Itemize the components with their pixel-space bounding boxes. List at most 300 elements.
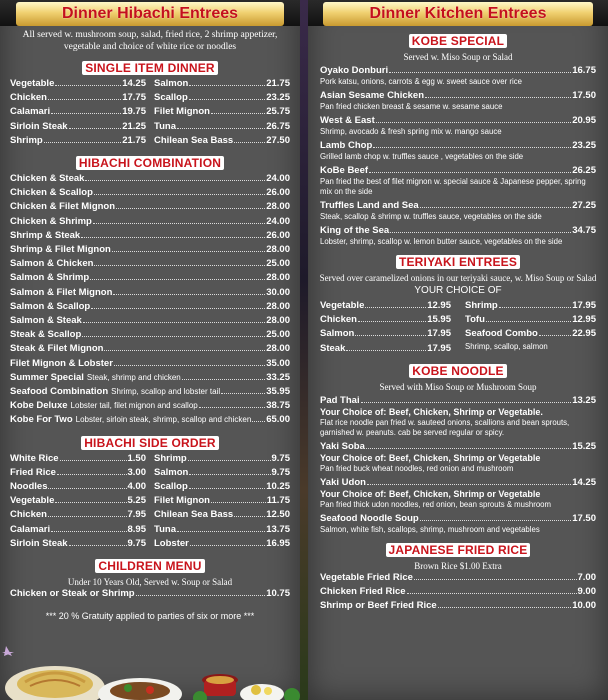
item-name: Tofu bbox=[465, 314, 485, 326]
leader-dots bbox=[82, 336, 265, 337]
menu-item-row bbox=[465, 313, 596, 327]
left-header bbox=[0, 0, 300, 26]
menu-item-row bbox=[320, 585, 596, 599]
leader-dots bbox=[361, 402, 572, 403]
menu-item-row bbox=[10, 271, 290, 285]
leader-dots bbox=[414, 579, 577, 580]
leader-dots bbox=[189, 85, 265, 86]
item-price: 38.75 bbox=[266, 400, 290, 412]
item-price: 16.75 bbox=[572, 65, 596, 76]
menu-item-row bbox=[154, 120, 290, 134]
item-name: Seafood Noodle Soup bbox=[320, 512, 419, 524]
menu-item-row bbox=[10, 587, 290, 601]
item-price: 25.00 bbox=[266, 329, 290, 341]
leader-dots bbox=[48, 99, 121, 100]
item-choice: Your Choice of: Beef, Chicken, Shrimp or Vegetable. bbox=[320, 406, 543, 417]
item-price: 9.75 bbox=[127, 537, 146, 549]
leader-dots bbox=[486, 321, 571, 322]
menu-item-row bbox=[10, 494, 146, 508]
item-name: Salmon & Filet Mignon bbox=[10, 286, 113, 298]
kitchen-banner bbox=[323, 2, 593, 26]
item-name: Truffles Land and Sea bbox=[320, 200, 419, 211]
single-item-list bbox=[0, 77, 300, 148]
leader-dots bbox=[55, 502, 126, 503]
item-description: Shrimp, avocado & fresh spring mix w. mango sauce bbox=[320, 127, 502, 136]
item-description: Steak, shrimp and chicken bbox=[86, 372, 181, 382]
item-price: 24.00 bbox=[266, 173, 290, 185]
menu-item-row bbox=[320, 512, 596, 525]
item-name: Calamari bbox=[10, 523, 51, 535]
leader-dots bbox=[369, 172, 571, 173]
item-name: Salmon & Shrimp bbox=[10, 272, 90, 284]
leader-dots bbox=[425, 97, 571, 98]
leader-dots bbox=[234, 516, 265, 517]
menu-item-row bbox=[10, 105, 146, 119]
menu-item-row bbox=[320, 313, 451, 327]
item-price: 12.50 bbox=[266, 509, 290, 521]
item-name: Vegetable Fried Rice bbox=[320, 571, 413, 583]
kitchen-item bbox=[308, 512, 608, 535]
kitchen-item bbox=[308, 139, 608, 162]
item-name: Lobster bbox=[154, 537, 189, 549]
teriyaki-list bbox=[308, 299, 608, 356]
leader-dots bbox=[113, 294, 265, 295]
item-name: Scallop bbox=[154, 481, 188, 493]
leader-dots bbox=[104, 350, 265, 351]
item-price: 12.95 bbox=[572, 314, 596, 326]
menu-item-row bbox=[320, 440, 596, 453]
item-price: 17.75 bbox=[122, 92, 146, 104]
leader-dots bbox=[188, 460, 271, 461]
item-name: Oyako Donburi bbox=[320, 65, 389, 76]
menu-item-row bbox=[154, 508, 290, 522]
item-price: 25.75 bbox=[266, 106, 290, 118]
item-price: 25.00 bbox=[266, 258, 290, 270]
menu-item-row bbox=[465, 327, 596, 341]
item-price: 35.00 bbox=[266, 357, 290, 369]
kitchen-item bbox=[308, 440, 608, 474]
menu-item-row bbox=[320, 342, 451, 356]
side-order-list bbox=[0, 452, 300, 551]
item-name: King of the Sea bbox=[320, 225, 390, 236]
menu-item-row bbox=[320, 64, 596, 77]
leader-dots bbox=[94, 194, 265, 195]
item-name: Salmon & Scallop bbox=[10, 300, 91, 312]
leader-dots bbox=[57, 474, 127, 475]
kitchen-item bbox=[308, 224, 608, 247]
item-name: Shrimp bbox=[154, 452, 187, 464]
menu-item-row bbox=[10, 91, 146, 105]
item-name: Steak bbox=[320, 342, 346, 354]
item-price: 23.25 bbox=[572, 140, 596, 151]
item-price: 21.25 bbox=[122, 120, 146, 132]
item-price: 26.00 bbox=[266, 229, 290, 241]
menu-item-row bbox=[10, 134, 146, 148]
item-price: 21.75 bbox=[266, 78, 290, 89]
item-price: 17.95 bbox=[572, 300, 596, 311]
hibachi-panel bbox=[0, 0, 300, 700]
menu-item-row bbox=[320, 327, 451, 341]
single-item-title: SINGLE ITEM DINNER bbox=[0, 59, 300, 77]
leader-dots bbox=[407, 593, 577, 594]
fried-rice-sub: Brown Rice $1.00 Extra bbox=[414, 560, 502, 571]
menu-item-row bbox=[154, 77, 290, 91]
item-name: Salmon bbox=[320, 328, 355, 340]
item-name: Chicken & Filet Mignon bbox=[10, 201, 116, 213]
leader-dots bbox=[376, 122, 571, 123]
combo-list bbox=[0, 172, 300, 428]
leader-dots bbox=[51, 113, 121, 114]
leader-dots bbox=[93, 223, 265, 224]
item-description: Lobster tail, filet mignon and scallop bbox=[70, 401, 198, 411]
item-price: 28.00 bbox=[266, 244, 290, 256]
leader-dots bbox=[190, 545, 265, 546]
item-description: Pork katsu, onions, carrots & egg w. sweet sauce over rice bbox=[320, 77, 522, 86]
item-price: 16.95 bbox=[266, 537, 290, 549]
menu-item-row bbox=[10, 466, 146, 480]
side-col-1 bbox=[10, 452, 146, 551]
item-name: Calamari bbox=[10, 106, 51, 118]
kobe-special-title: KOBE SPECIAL bbox=[308, 32, 608, 50]
hibachi-banner bbox=[16, 2, 284, 26]
item-price: 33.25 bbox=[266, 371, 290, 383]
kitchen-item bbox=[308, 164, 608, 197]
item-name: Asian Sesame Chicken bbox=[320, 90, 425, 101]
menu-item-row bbox=[320, 394, 596, 407]
teriyaki-sub: Served over caramelized onions in our teriyaki sauce, w. Miso Soup or Salad bbox=[319, 273, 597, 283]
menu-item-row bbox=[154, 523, 290, 537]
item-name: Chicken or Steak or Shrimp bbox=[10, 588, 135, 600]
menu-item-row bbox=[154, 537, 290, 551]
menu-item-row bbox=[10, 215, 290, 229]
children-menu-title: CHILDREN MENU bbox=[0, 557, 300, 575]
item-description: Pan fried chicken breast & sesame w. sesame sauce bbox=[320, 102, 503, 111]
food-photo-icon bbox=[0, 628, 300, 700]
item-name: Tuna bbox=[154, 120, 176, 132]
item-name: Vegetable bbox=[10, 495, 55, 507]
item-description: Lobster, sirloin steak, shrimp, scallop and chicken bbox=[75, 415, 252, 425]
item-name: Steak & Scallop bbox=[10, 329, 82, 341]
item-name: Scallop bbox=[154, 92, 188, 104]
item-name: Fried Rice bbox=[10, 466, 56, 478]
menu-item-row bbox=[154, 91, 290, 105]
item-price: 17.95 bbox=[427, 328, 451, 340]
leader-dots bbox=[90, 279, 265, 280]
item-price: 11.75 bbox=[266, 495, 290, 507]
leader-dots bbox=[182, 379, 265, 380]
item-price: 28.00 bbox=[266, 272, 290, 284]
leader-dots bbox=[211, 502, 266, 503]
item-name: Shrimp bbox=[10, 134, 43, 146]
children-menu-sub: Under 10 Years Old, Served w. Soup or Salad bbox=[67, 577, 233, 588]
kitchen-item bbox=[308, 394, 608, 438]
menu-item-row bbox=[10, 77, 146, 91]
leader-dots bbox=[373, 147, 571, 148]
menu-item-row bbox=[320, 89, 596, 102]
item-name: Filet Mignon bbox=[154, 495, 210, 507]
right-header bbox=[308, 0, 608, 26]
menu-item-row bbox=[320, 114, 596, 127]
item-name: KoBe Beef bbox=[320, 165, 369, 176]
item-name: Shrimp & Steak bbox=[10, 229, 81, 241]
item-name: Seafood Combo bbox=[465, 328, 538, 340]
leader-dots bbox=[499, 307, 571, 308]
item-price: 26.25 bbox=[572, 165, 596, 176]
item-price: 23.25 bbox=[266, 92, 290, 104]
item-description: Salmon, white fish, scallops, shrimp, mushroom and vegetables bbox=[320, 524, 540, 534]
leader-dots bbox=[539, 335, 571, 336]
item-name: Sirloin Steak bbox=[10, 537, 68, 549]
item-description: Grilled lamb chop w. truffles sauce , vegetables on the side bbox=[320, 152, 524, 161]
item-name: Summer Special bbox=[10, 371, 84, 383]
leader-dots bbox=[81, 237, 265, 238]
menu-item-row bbox=[10, 172, 290, 186]
menu-item-row bbox=[320, 224, 596, 237]
menu-item-row bbox=[10, 328, 290, 342]
item-price: 5.25 bbox=[127, 495, 146, 507]
item-price: 21.75 bbox=[122, 134, 146, 146]
menu-item-row bbox=[10, 357, 290, 371]
menu-item-row bbox=[154, 105, 290, 119]
kitchen-item bbox=[308, 199, 608, 222]
item-name: West & East bbox=[320, 115, 375, 126]
item-price: 28.00 bbox=[266, 201, 290, 213]
item-name: Kobe For Two bbox=[10, 414, 73, 426]
leader-dots bbox=[83, 322, 265, 323]
item-price: 10.00 bbox=[572, 600, 596, 612]
item-price: 17.50 bbox=[572, 90, 596, 101]
item-name: White Rice bbox=[10, 452, 59, 464]
item-price: 14.25 bbox=[122, 78, 146, 89]
menu-item-row bbox=[10, 342, 290, 356]
menu-item-row bbox=[10, 413, 290, 427]
item-price: 26.00 bbox=[266, 187, 290, 199]
item-price: 26.75 bbox=[266, 120, 290, 132]
item-price: 9.00 bbox=[577, 586, 596, 598]
item-choice: Your Choice of: Beef, Chicken, Shrimp or Vegetable bbox=[320, 488, 541, 499]
item-name: Chicken & Scallop bbox=[10, 187, 93, 199]
item-price: 20.95 bbox=[572, 115, 596, 126]
menu-item-row bbox=[320, 199, 596, 212]
teriyaki-col-2 bbox=[465, 299, 596, 356]
leader-dots bbox=[389, 72, 571, 73]
fried-rice-list bbox=[308, 571, 608, 614]
item-price: 24.00 bbox=[266, 215, 290, 227]
item-name: Sirloin Steak bbox=[10, 120, 68, 132]
kitchen-item bbox=[308, 114, 608, 137]
menu-item-row bbox=[320, 476, 596, 489]
menu-item-row bbox=[154, 134, 290, 148]
item-price: 8.95 bbox=[127, 523, 146, 535]
leader-dots bbox=[390, 232, 571, 233]
leader-dots bbox=[136, 595, 266, 596]
item-description: Pan fried the best of filet mignon w. special sauce & Japanese pepper, spring mix on the side bbox=[320, 177, 586, 196]
item-price: 12.95 bbox=[427, 300, 451, 311]
leader-dots bbox=[252, 421, 265, 422]
single-col-2 bbox=[154, 77, 290, 148]
item-name: Tuna bbox=[154, 523, 176, 535]
kobe-noodle-title: KOBE NOODLE bbox=[308, 362, 608, 380]
item-price: 14.25 bbox=[572, 476, 596, 488]
item-price: 7.00 bbox=[577, 571, 596, 583]
kitchen-item bbox=[308, 476, 608, 510]
leader-dots bbox=[420, 520, 572, 521]
teriyaki-title: TERIYAKI ENTREES bbox=[308, 253, 608, 271]
item-name: Chicken Fried Rice bbox=[320, 586, 406, 598]
item-name: Steak & Filet Mignon bbox=[10, 343, 104, 355]
item-description: Flat rice noodle pan fried w. sauteed onions, scallions and bean sprouts, garnished w. peanuts. cab be served regular or spicy. bbox=[320, 417, 570, 437]
item-name: Chilean Sea Bass bbox=[154, 509, 234, 521]
menu-item-row bbox=[320, 599, 596, 613]
kobe-special-list bbox=[308, 64, 608, 247]
kitchen-panel bbox=[308, 0, 608, 700]
menu-item-row bbox=[10, 257, 290, 271]
leader-dots bbox=[189, 488, 265, 489]
leader-dots bbox=[69, 545, 127, 546]
item-price: 15.25 bbox=[572, 440, 596, 452]
hibachi-banner-title: Dinner Hibachi Entrees bbox=[61, 5, 239, 22]
leader-dots bbox=[420, 207, 572, 208]
item-name: Salmon & Chicken bbox=[10, 258, 94, 270]
item-name: Vegetable bbox=[10, 78, 55, 89]
item-name: Chicken & Steak bbox=[10, 173, 85, 185]
menu-item-row bbox=[10, 480, 146, 494]
kitchen-item bbox=[308, 89, 608, 112]
item-name: Shrimp or Beef Fried Rice bbox=[320, 600, 437, 612]
leader-dots bbox=[355, 335, 426, 336]
item-price: 1.50 bbox=[127, 452, 146, 464]
item-name: Chicken bbox=[320, 314, 357, 326]
item-name: Yaki Soba bbox=[320, 440, 365, 452]
leader-dots bbox=[112, 251, 265, 252]
item-description: Pan fried thick udon noodles, red onion, bean sprouts & mushroom bbox=[320, 499, 552, 509]
menu-item-row bbox=[10, 371, 290, 385]
menu-item-row bbox=[154, 494, 290, 508]
leader-dots bbox=[177, 531, 265, 532]
leader-dots bbox=[55, 85, 121, 86]
item-name: Salmon bbox=[154, 466, 189, 478]
menu-item-row bbox=[10, 399, 290, 413]
item-price: 3.00 bbox=[127, 466, 146, 478]
leader-dots bbox=[51, 531, 126, 532]
leader-dots bbox=[346, 350, 426, 351]
leader-dots bbox=[85, 180, 265, 181]
leader-dots bbox=[366, 448, 571, 449]
teriyaki-choice: YOUR CHOICE OF bbox=[414, 285, 502, 296]
menu-item-row bbox=[10, 523, 146, 537]
item-price: 10.25 bbox=[266, 481, 290, 493]
menu-item-row bbox=[10, 314, 290, 328]
teriyaki-col-1 bbox=[320, 299, 451, 356]
item-name: Salmon & Steak bbox=[10, 315, 82, 327]
item-price: 65.00 bbox=[266, 414, 290, 426]
item-choice: Your Choice of: Beef, Chicken, Shrimp or Vegetable bbox=[320, 452, 541, 463]
item-price: 13.75 bbox=[266, 523, 290, 535]
menu-item-row bbox=[10, 286, 290, 300]
menu-item-row bbox=[10, 243, 290, 257]
leader-dots bbox=[116, 208, 265, 209]
item-name: Salmon bbox=[154, 78, 189, 89]
item-name: Pad Thai bbox=[320, 394, 360, 406]
item-name: Shrimp & Filet Mignon bbox=[10, 244, 111, 256]
item-description: Shrimp, scallop and lobster tail bbox=[111, 387, 221, 397]
children-list bbox=[0, 587, 300, 601]
item-price: 15.95 bbox=[427, 314, 451, 326]
leader-dots bbox=[221, 393, 265, 394]
leader-dots bbox=[438, 607, 572, 608]
item-price: 17.95 bbox=[427, 342, 451, 354]
menu-item-row bbox=[10, 385, 290, 399]
leader-dots bbox=[44, 142, 121, 143]
item-price: 34.75 bbox=[572, 225, 596, 236]
hibachi-intro: All served w. mushroom soup, salad, fried rice, 2 shrimp appetizer, vegetable and choice of white rice or noodles bbox=[22, 30, 278, 52]
menu-item-row bbox=[320, 571, 596, 585]
leader-dots bbox=[367, 484, 571, 485]
item-name: Shrimp bbox=[465, 300, 498, 311]
menu-item-row bbox=[154, 466, 290, 480]
item-price: 10.75 bbox=[266, 588, 290, 600]
kobe-noodle-list bbox=[308, 394, 608, 535]
item-price: 27.25 bbox=[572, 200, 596, 211]
item-price: 28.00 bbox=[266, 343, 290, 355]
menu-item-row bbox=[320, 139, 596, 152]
leader-dots bbox=[358, 321, 426, 322]
menu-item-row bbox=[10, 508, 146, 522]
item-description: Steak, scallop & shrimp w. truffles sauce, vegetables on the side bbox=[320, 212, 542, 221]
gratuity-note: *** 20 % Gratuity applied to parties of six or more *** bbox=[45, 611, 255, 622]
leader-dots bbox=[177, 128, 265, 129]
combo-title: HIBACHI COMBINATION bbox=[0, 154, 300, 172]
panel-divider bbox=[300, 0, 308, 700]
item-price: 28.00 bbox=[266, 315, 290, 327]
leader-dots bbox=[48, 488, 126, 489]
leader-dots bbox=[234, 142, 265, 143]
menu-item-row bbox=[10, 452, 146, 466]
item-name: Chicken & Shrimp bbox=[10, 215, 92, 227]
menu-item-row bbox=[10, 120, 146, 134]
item-price: 17.50 bbox=[572, 512, 596, 524]
kobe-special-sub: Served w. Miso Soup or Salad bbox=[403, 52, 513, 62]
kobe-noodle-sub: Served with Miso Soup or Mushroom Soup bbox=[379, 381, 537, 392]
item-price: 35.95 bbox=[266, 386, 290, 398]
leader-dots bbox=[199, 407, 265, 408]
item-name: Filet Mignon & Lobster bbox=[10, 357, 113, 369]
menu-item-row bbox=[320, 299, 451, 313]
kitchen-banner-title: Dinner Kitchen Entrees bbox=[369, 5, 547, 22]
menu-item-row bbox=[10, 200, 290, 214]
item-price: 4.00 bbox=[127, 481, 146, 493]
item-price: 19.75 bbox=[122, 106, 146, 118]
item-name: Noodles bbox=[10, 481, 48, 493]
menu-item-row bbox=[10, 300, 290, 314]
item-name: Filet Mignon bbox=[154, 106, 210, 118]
item-price: 7.95 bbox=[127, 509, 146, 521]
side-col-2 bbox=[154, 452, 290, 551]
item-price: 22.95 bbox=[572, 328, 596, 340]
item-price: 28.00 bbox=[266, 300, 290, 312]
menu-item-row bbox=[10, 186, 290, 200]
kitchen-item bbox=[308, 64, 608, 87]
leader-dots bbox=[189, 99, 265, 100]
item-name: Kobe Deluxe bbox=[10, 400, 68, 412]
leader-dots bbox=[189, 474, 270, 475]
seafood-combo-desc: Shrimp, scallop, salmon bbox=[465, 341, 548, 351]
item-name: Chicken bbox=[10, 92, 47, 104]
item-description: Lobster, shrimp, scallop w. lemon butter sauce, vegetables on the side bbox=[320, 237, 563, 246]
menu-item-row bbox=[320, 164, 596, 177]
leader-dots bbox=[91, 308, 265, 309]
item-name: Vegetable bbox=[320, 300, 365, 311]
